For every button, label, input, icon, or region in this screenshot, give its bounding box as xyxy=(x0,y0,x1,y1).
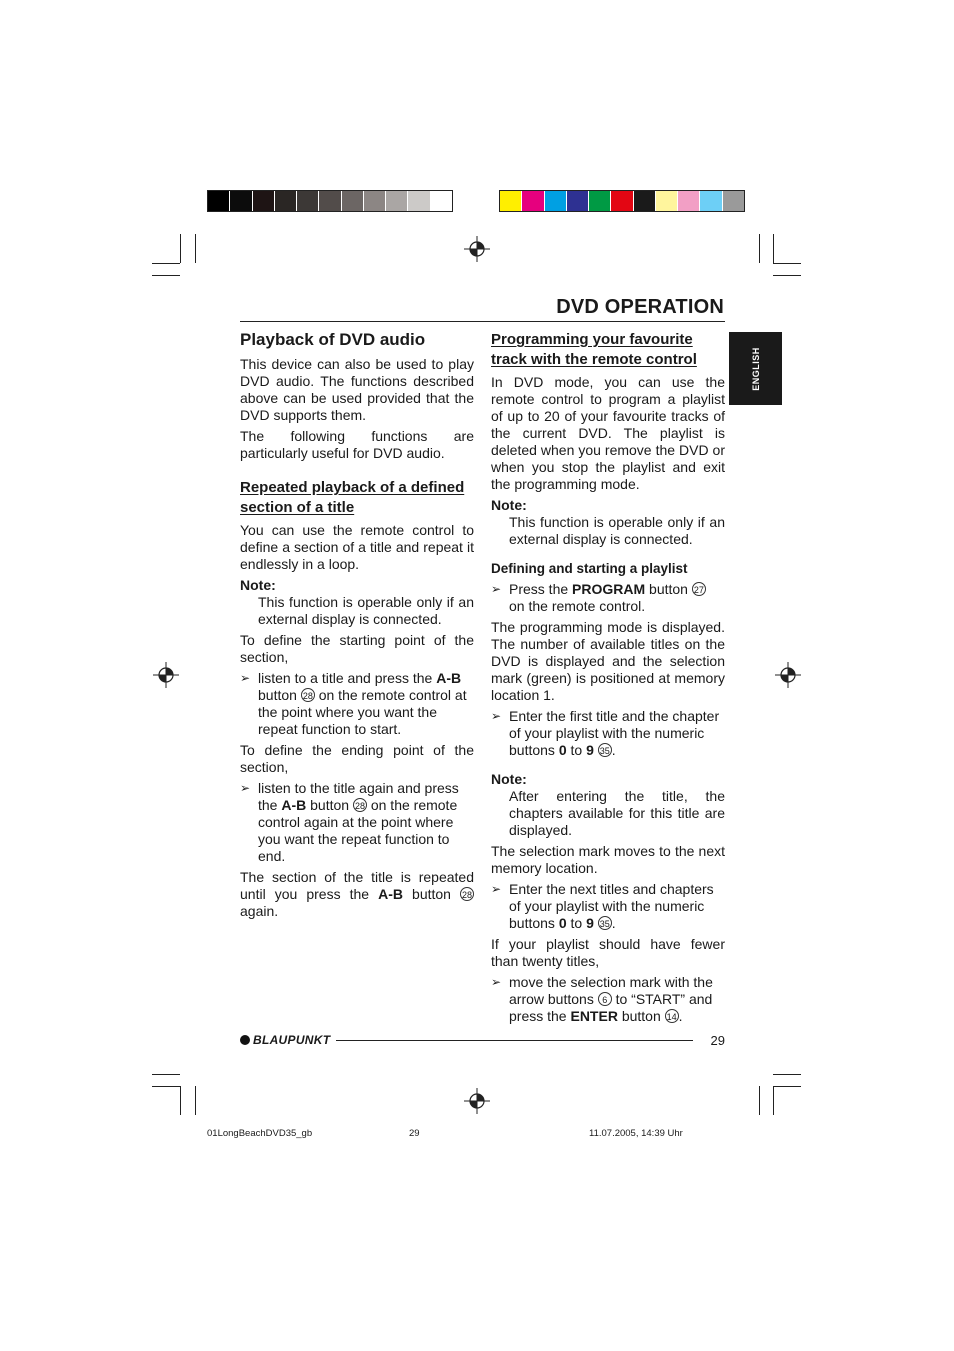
calibration-swatch xyxy=(342,191,364,211)
step-listen-again: ➢ listen to the title again and press the A-B button 28 on the remote control again at the point where you want the repeat function to end. xyxy=(240,780,459,864)
key-label: 9 xyxy=(586,742,594,758)
step-press-program: ➢ Press the PROGRAM button 27 on the remote control. xyxy=(491,581,704,614)
note-label: Note: xyxy=(491,497,527,513)
crop-mark xyxy=(180,1086,181,1115)
page-section-title: DVD OPERATION xyxy=(556,296,724,318)
page-number: 29 xyxy=(710,1033,725,1048)
title-divider xyxy=(240,321,725,322)
callout-number: 28 xyxy=(460,887,474,901)
crop-mark xyxy=(773,263,801,264)
language-tab-label: ENGLISH xyxy=(750,346,761,391)
note-text: This function is operable only if an external display is connected. xyxy=(258,594,474,627)
calibration-swatch xyxy=(589,191,611,211)
step-arrow-icon: ➢ xyxy=(240,671,251,685)
note-text: After entering the title, the chapters available for this title are displayed. xyxy=(509,788,725,838)
key-label: PROGRAM xyxy=(572,581,646,597)
dvd-audio-heading: Playback of DVD audio xyxy=(240,330,426,349)
left-column xyxy=(240,330,474,924)
calibration-swatch xyxy=(408,191,430,211)
step-listen-title: ➢ listen to a title and press the A-B button 28 on the remote control at the point where you want the repeat function to start. xyxy=(240,670,467,737)
key-label: A-B xyxy=(436,670,462,686)
programming-intro: In DVD mode, you can use the remote control to program a playlist of up to 20 of your favourite tracks of the current DVD. The playlist is deleted when you remove the DVD or when you stop the playlist and exit the programming mode. xyxy=(491,374,725,492)
crop-mark xyxy=(773,234,774,263)
callout-number: 14 xyxy=(665,1009,679,1023)
registration-target-icon xyxy=(153,662,179,688)
crop-mark xyxy=(759,1086,760,1115)
callout-number: 28 xyxy=(353,798,367,812)
calibration-swatch xyxy=(678,191,700,211)
crop-mark xyxy=(773,1086,801,1087)
calibration-swatch xyxy=(656,191,678,211)
callout-number: 35 xyxy=(598,743,612,757)
calibration-swatch xyxy=(319,191,341,211)
calibration-swatch xyxy=(700,191,722,211)
right-column xyxy=(491,330,725,1029)
callout-number: 28 xyxy=(301,688,315,702)
calibration-swatch xyxy=(386,191,408,211)
step-arrow-icon: ➢ xyxy=(491,709,502,723)
step-enter-first-title: ➢ Enter the first title and the chapter of your playlist with the numeric buttons 0 to 9 35 . xyxy=(491,708,720,758)
callout-number: 6 xyxy=(598,992,612,1006)
crop-mark xyxy=(180,234,181,263)
key-label: A-B xyxy=(378,886,403,902)
language-tab xyxy=(729,332,782,405)
calibration-swatch xyxy=(634,191,656,211)
calibration-swatch xyxy=(522,191,544,211)
step-arrow-icon: ➢ xyxy=(491,975,502,989)
step-arrow-icon: ➢ xyxy=(240,781,251,795)
registration-target-icon xyxy=(464,1088,490,1114)
fewer-titles-text: If your playlist should have fewer than twenty titles, xyxy=(491,936,725,969)
callout-number: 35 xyxy=(598,916,612,930)
key-label: 0 xyxy=(558,742,567,758)
calibration-swatch xyxy=(567,191,589,211)
key-label: ENTER xyxy=(570,1008,618,1024)
calibration-swatch xyxy=(431,191,452,211)
calibration-swatch xyxy=(253,191,275,211)
dvd-audio-intro: This device can also be used to play DVD audio. The functions described above can be used provided that the DVD supports them. xyxy=(240,356,474,423)
key-label: 0 xyxy=(558,915,567,931)
slug-filename: 01LongBeachDVD35_gb xyxy=(207,1128,313,1139)
crop-mark xyxy=(195,234,196,263)
brand-dot-icon xyxy=(240,1035,250,1045)
brand-name: BLAUPUNKT xyxy=(253,1033,331,1047)
calibration-swatch xyxy=(611,191,633,211)
selection-moves-text: The selection mark moves to the next memory location. xyxy=(491,843,725,876)
programming-mode-text: The programming mode is displayed. The number of available titles on the DVD is displayed and the selection mark (green) is positioned at memory location 1. xyxy=(491,619,725,703)
brand-logo xyxy=(240,1033,330,1047)
calibration-swatch xyxy=(297,191,319,211)
calibration-swatch xyxy=(500,191,522,211)
repeat-section-heading: Repeated playback of a defined section of a title xyxy=(240,479,465,516)
repeat-section-intro: You can use the remote control to define a section of a title and repeat it endlessly in a loop. xyxy=(240,522,474,572)
key-label: A-B xyxy=(281,797,307,813)
step-arrow-icon: ➢ xyxy=(491,882,502,896)
dvd-audio-intro-2: The following functions are particularly useful for DVD audio. xyxy=(240,428,474,461)
crop-mark xyxy=(759,234,760,263)
slug-page: 29 xyxy=(409,1128,420,1139)
color-calibration-bar xyxy=(499,190,745,212)
calibration-swatch xyxy=(364,191,386,211)
step-enter-next-titles: ➢ Enter the next titles and chapters of your playlist with the numeric buttons 0 to 9 35 . xyxy=(491,881,714,931)
calibration-swatch xyxy=(545,191,567,211)
step-arrow-icon: ➢ xyxy=(491,582,502,596)
end-point-intro: To define the ending point of the section, xyxy=(240,742,474,775)
note-text: This function is operable only if an external display is connected. xyxy=(509,514,725,547)
calibration-swatch xyxy=(230,191,252,211)
registration-target-icon xyxy=(775,662,801,688)
crop-mark xyxy=(773,275,801,276)
start-point-intro: To define the starting point of the section, xyxy=(240,632,474,665)
calibration-swatch xyxy=(208,191,230,211)
crop-mark xyxy=(152,263,180,264)
playlist-subheading: Defining and starting a playlist xyxy=(491,561,688,576)
calibration-swatch xyxy=(723,191,744,211)
registration-target-icon xyxy=(464,236,490,262)
crop-mark xyxy=(195,1086,196,1115)
programming-heading: Programming your favourite track with the remote control xyxy=(491,331,697,368)
note-label: Note: xyxy=(491,771,527,787)
crop-mark xyxy=(773,1086,774,1115)
crop-mark xyxy=(773,1074,801,1075)
step-move-selection: ➢ move the selection mark with the arrow buttons 6 to “START” and press the ENTER button 14 . xyxy=(491,974,713,1024)
repeat-outro: The section of the title is repeated until you press the A-B button 28 again. xyxy=(240,869,474,919)
footer-divider xyxy=(336,1040,693,1041)
crop-mark xyxy=(152,275,180,276)
calibration-swatch xyxy=(275,191,297,211)
slug-timestamp: 11.07.2005, 14:39 Uhr xyxy=(589,1128,683,1139)
crop-mark xyxy=(152,1074,180,1075)
note-label: Note: xyxy=(240,577,276,593)
grayscale-calibration-bar xyxy=(207,190,453,212)
callout-number: 27 xyxy=(692,582,706,596)
key-label: 9 xyxy=(586,915,594,931)
crop-mark xyxy=(152,1086,180,1087)
